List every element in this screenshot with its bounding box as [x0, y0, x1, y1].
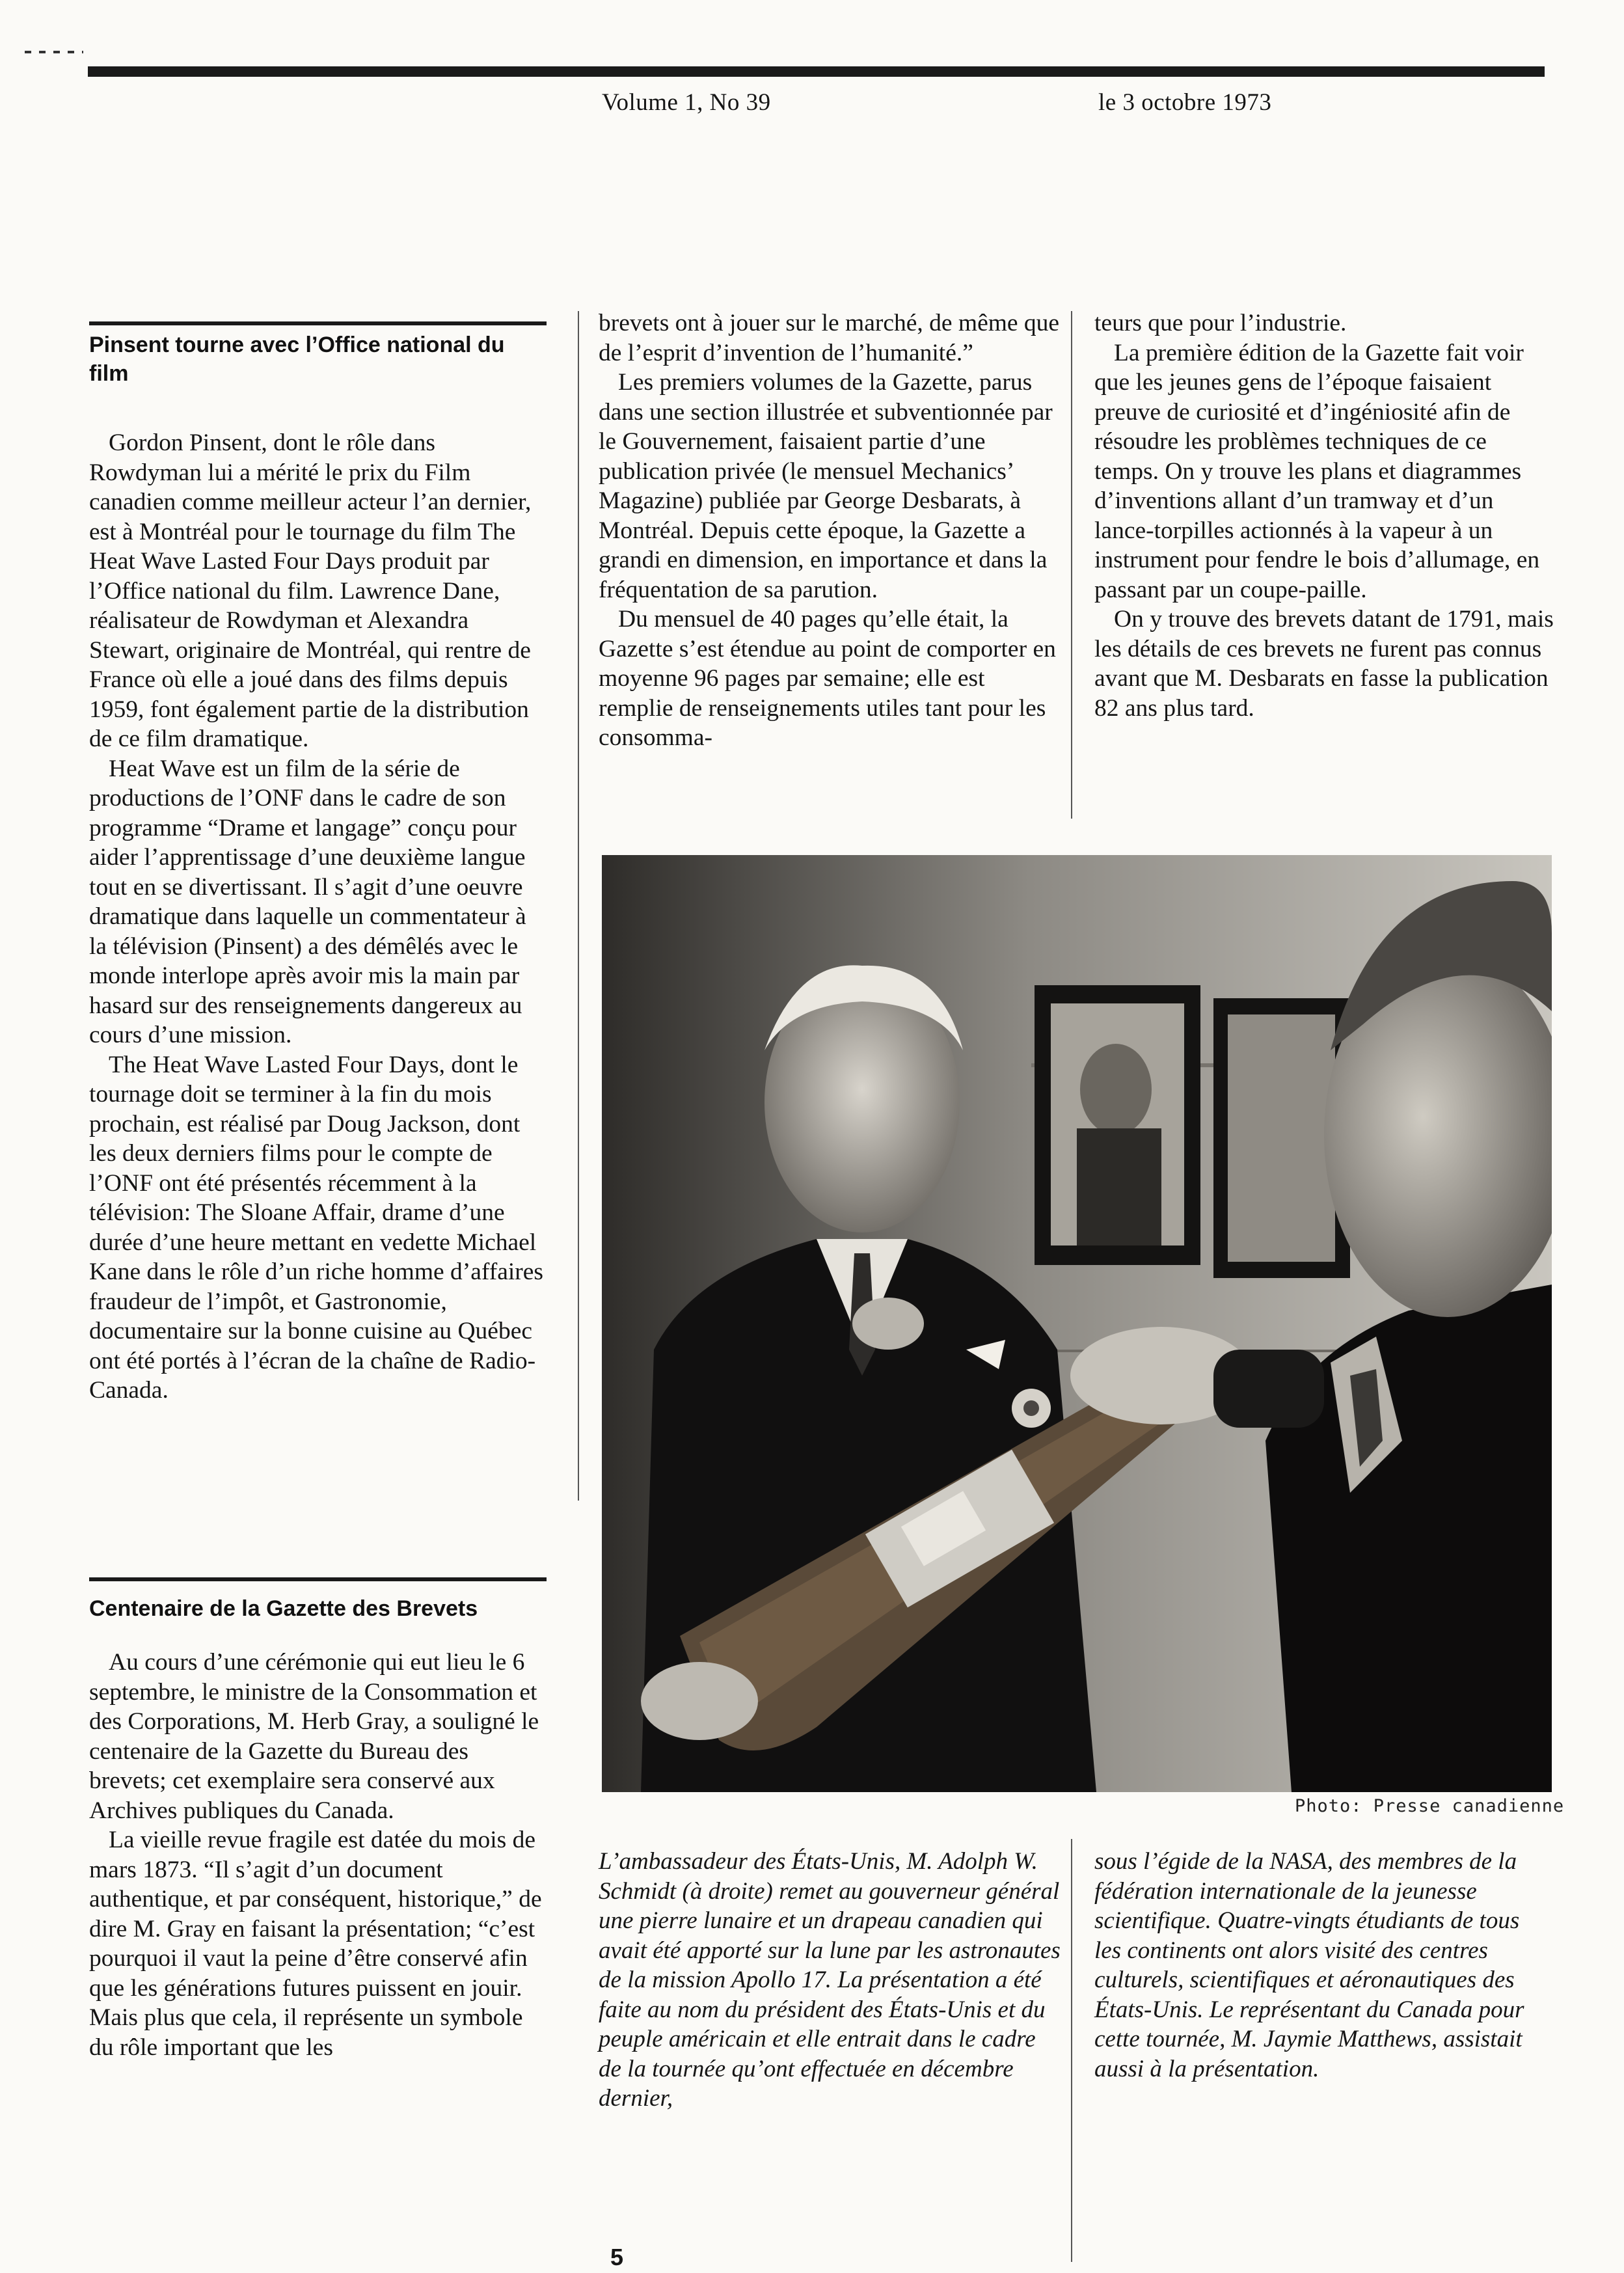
- article2-rule: [89, 1577, 547, 1581]
- article1-rule: [89, 321, 547, 325]
- photo-caption-text: sous l’égide de la NASA, des membres de la fédération internationale de la jeunesse scientifique. Quatre-vingts étudiants de tous les continents ont alors visité des centres culturels, scientifiques et aéronautiques des États-Unis. Le représentant du Canada pour cette tournée, M. Jaymie Matthews, assistait aussi à la présentation.: [1094, 1848, 1524, 2082]
- article1-paragraph: The Heat Wave Lasted Four Days, dont le tournage doit se terminer à la fin du mois prochain, est réalisé par Doug Jackson, dont les deux derniers films pour le compte de l’ONF ont été présentés récemment à la télévision: The Sloane Affair, drame d’une durée d’une heure mettant en vedette Michael Kane dans le rôle d’un riche homme d’affaires fraudeur de l’impôt, et Gastronomie, documentaire sur la bonne cuisine au Québec ont été portés à l’écran de la chaîne de Radio-Canada.: [89, 1051, 543, 1404]
- article2-continued-2: [1094, 308, 1556, 723]
- photo-caption-continued: [1094, 1847, 1550, 2084]
- article1-paragraph: Heat Wave est un film de la série de productions de l’ONF dans le cadre de son programme “Drame et langage” conçu pour aider l’apprentissage d’une deuxième langue tout en se divertissant. Il s’agit d’une oeuvre dramatique dans laquelle un commentateur à la télévision (Pinsent) a des démêlés avec le monde interlope après avoir mis la main par hasard sur des renseignements dangereux au cours d’une mission.: [89, 755, 526, 1048]
- column-divider: [1071, 1839, 1072, 2262]
- photo-caption-text: L’ambassadeur des États-Unis, M. Adolph W. Schmidt (à droite) remet au gouverneur général une pierre lunaire et un drapeau canadien qui avait été apporté sur la lune par les astronautes de la mission Apollo 17. La présentation a été faite au nom du président des États-Unis et du peuple américain et elle entrait dans le cadre de la tournée qu’ont effectuée en décembre dernier,: [599, 1848, 1061, 2112]
- article2-paragraph: teurs que pour l’industrie.: [1094, 310, 1347, 336]
- article2-paragraph: On y trouve des brevets datant de 1791, mais les détails de ces brevets ne furent pas connus avant que M. Desbarats en fasse la publication 82 ans plus tard.: [1094, 606, 1554, 722]
- masthead-volume: Volume 1, No 39: [602, 89, 771, 116]
- article2: [89, 1594, 545, 2062]
- masthead-rule: [88, 66, 1545, 77]
- article1-paragraph: Gordon Pinsent, dont le rôle dans Rowdyman lui a mérité le prix du Film canadien comme meilleur acteur l’an dernier, est à Montréal pour le tournage du film The Heat Wave Lasted Four Days produit par l’Office national du film. Lawrence Dane, réalisateur de Rowdyman et Alexandra Stewart, originaire de Montréal, qui rentre de France où elle a joué dans des films depuis 1959, font également partie de la distribution de ce film dramatique.: [89, 429, 532, 752]
- photo-image: [602, 855, 1552, 1792]
- article2-paragraph: Au cours d’une cérémonie qui eut lieu le 6 septembre, le ministre de la Consommation et des Corporations, M. Herb Gray, a souligné le centenaire de la Gazette du Bureau des brevets; cet exemplaire sera conservé aux Archives publiques du Canada.: [89, 1649, 539, 1824]
- article2-continued: [599, 308, 1062, 753]
- article2-title: Centenaire de la Gazette des Brevets: [89, 1596, 478, 1621]
- article2-paragraph: La vieille revue fragile est datée du mois de mars 1873. “Il s’agit d’un document authentique, et par conséquent, historique,” de dire M. Gray en faisant la présentation; “c’est pourquoi il vaut la peine d’être conservé afin que les générations futures puissent en jouir. Mais plus que cela, il représente un symbole du rôle important que les: [89, 1827, 542, 2061]
- column-divider: [1071, 311, 1072, 819]
- masthead-date: le 3 octobre 1973: [1098, 89, 1272, 116]
- article2-paragraph: Les premiers volumes de la Gazette, parus dans une section illustrée et subventionnée par le Gouvernement, faisaient partie d’une publication privée (le mensuel Mechanics’ Magazine) publiée par George Desbarats, à Montréal. Depuis cette époque, la Gazette a grandi en dimension, en importance et dans la fréquentation de sa parution.: [599, 369, 1053, 603]
- news-photo: [602, 855, 1552, 1792]
- article1-title: Pinsent tourne avec l’Office national du film: [89, 333, 505, 386]
- photo-caption: [599, 1847, 1062, 2114]
- page-number: 5: [610, 2244, 624, 2270]
- article1: [89, 331, 545, 1406]
- article2-paragraph: brevets ont à jouer sur le marché, de même que de l’esprit d’invention de l’humanité.”: [599, 310, 1060, 366]
- corner-mark: [25, 51, 83, 53]
- article2-paragraph: La première édition de la Gazette fait voir que les jeunes gens de l’époque faisaient preuve de curiosité et d’ingéniosité afin de résoudre les problèmes techniques de ce temps. On y trouve les plans et diagrammes d’inventions allant d’un tramway et d’un lance-torpilles actionnés à la vapeur à un instrument pour fendre le bois d’allumage, en passant par un coupe-paille.: [1094, 339, 1540, 603]
- column-divider: [578, 311, 579, 1501]
- photo-credit: Photo: Presse canadienne: [1295, 1796, 1565, 1816]
- article2-paragraph: Du mensuel de 40 pages qu’elle était, la Gazette s’est étendue au point de comporter en moyenne 96 pages par semaine; elle est remplie de renseignements utiles tant pour les consomma-: [599, 606, 1056, 751]
